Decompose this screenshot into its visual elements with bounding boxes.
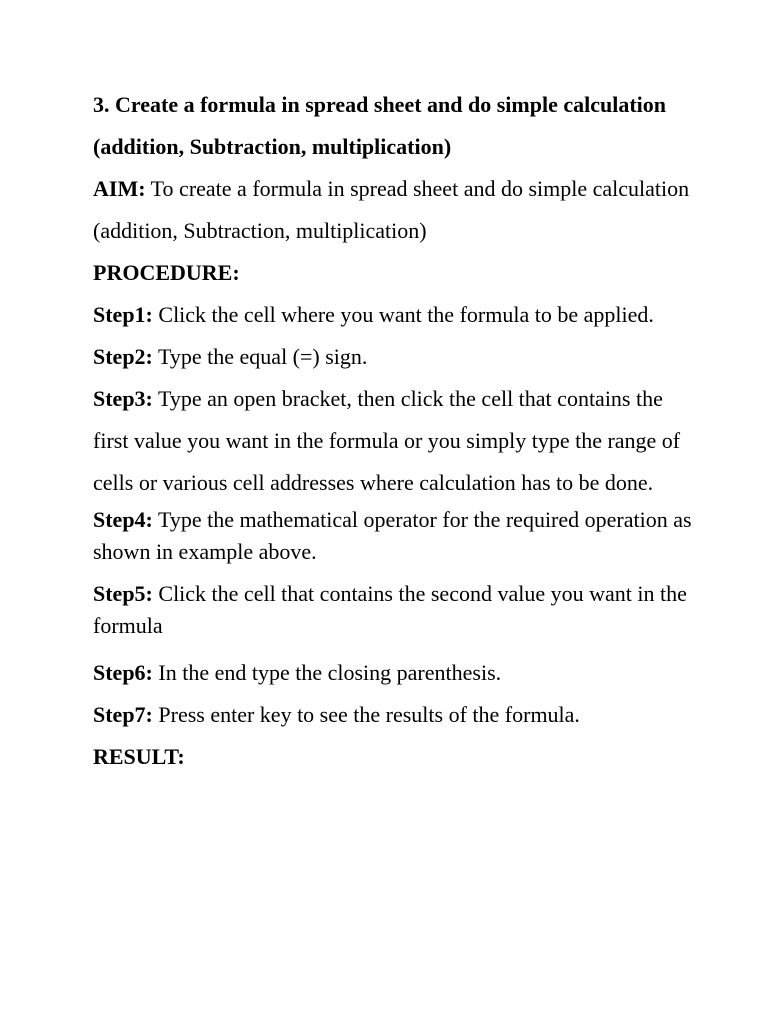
aim-label: AIM:	[93, 176, 146, 201]
step-text: In the end type the closing parenthesis.	[152, 660, 502, 685]
procedure-label: PROCEDURE:	[93, 260, 240, 285]
step-label: Step4:	[93, 507, 153, 532]
step-label: Step5:	[93, 581, 153, 606]
document-heading: 3. Create a formula in spread sheet and do simple calculation (addition, Subtraction, multiplication)	[93, 92, 667, 159]
step-label: Step1:	[93, 302, 153, 327]
step-text: Press enter key to see the results of the formula.	[152, 702, 580, 727]
step-label: Step3:	[93, 386, 153, 411]
step-4	[93, 504, 693, 568]
step-label: Step2:	[93, 344, 153, 369]
step-2	[93, 336, 693, 378]
step-text: Type the equal (=) sign.	[152, 344, 368, 369]
step-text: Type an open bracket, then click the cell that contains the first value you want in the formula or you simply type the range of cells or various cell addresses where calculation has to be done.	[93, 386, 681, 495]
step-1	[93, 294, 693, 336]
step-3	[93, 378, 693, 504]
result-label: RESULT:	[93, 744, 185, 769]
step-label: Step7:	[93, 702, 153, 727]
step-text: Type the mathematical operator for the required operation as shown in example above.	[93, 507, 692, 564]
aim-text: To create a formula in spread sheet and do simple calculation (addition, Subtraction, multiplication)	[93, 176, 690, 243]
step-7	[93, 694, 693, 736]
step-5	[93, 578, 693, 642]
step-label: Step6:	[93, 660, 153, 685]
step-text: Click the cell where you want the formula to be applied.	[152, 302, 654, 327]
document-page	[93, 84, 693, 778]
step-text: Click the cell that contains the second value you want in the formula	[93, 581, 687, 638]
aim-paragraph	[93, 168, 693, 252]
step-6	[93, 652, 693, 694]
